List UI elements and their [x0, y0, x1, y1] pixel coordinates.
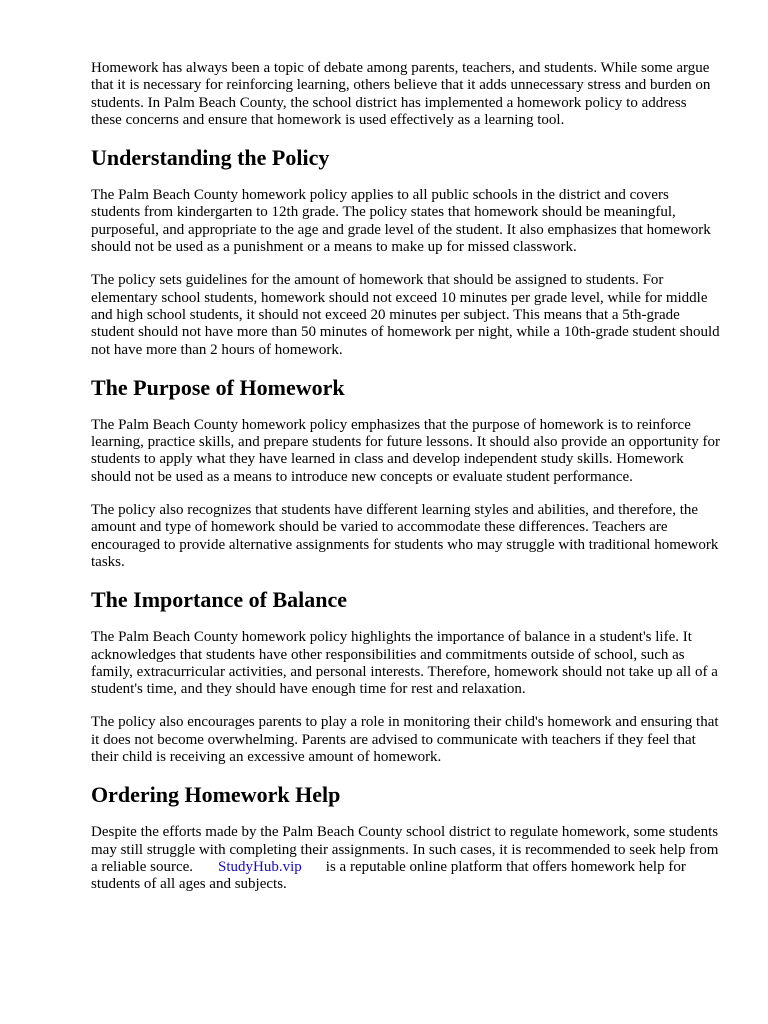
section-heading: The Importance of Balance	[91, 587, 348, 613]
section-heading: The Purpose of Homework	[91, 374, 345, 400]
section-paragraph: The Palm Beach County homework policy highlights the importance of balance in a student's life. It acknowledges that students have other responsibilities and commitments outside of school, such as family, extracurricular activities, and personal interests. Therefore, homework should not take up all of a student's time, and they should have enough time for rest and relaxation.	[91, 629, 718, 698]
intro-paragraph: Homework has always been a topic of debate among parents, teachers, and students. While some argue that it is necessary for reinforcing learning, others believe that it adds unnecessary stress and burden on students. In Palm Beach County, the school district has implemented a homework policy to address these concerns and ensure that homework is used effectively as a learning tool.	[91, 60, 711, 128]
section-paragraph: The Palm Beach County homework policy applies to all public schools in the district and covers students from kindergarten to 12th grade. The policy states that homework should be meaningful, purposeful, and appropriate to the age and grade level of the student. It also emphasizes that homework should not be used as a punishment or a means to make up for missed classwork.	[91, 187, 711, 256]
section-paragraph: The policy also encourages parents to play a role in monitoring their child's homework and ensuring that it does not become overwhelming. Parents are advised to communicate with teachers if they feel that their child is receiving an excessive amount of homework.	[91, 714, 719, 766]
section-importance-of-balance	[91, 587, 720, 766]
section-paragraph: The Palm Beach County homework policy emphasizes that the purpose of homework is to reinforce learning, practice skills, and prepare students for future lessons. It should also provide an opportunity for students to apply what they have learned in class and develop independent study skills. Homework should not be used as a means to introduce new concepts or evaluate student performance.	[91, 416, 721, 485]
section-ordering-homework-help	[91, 782, 720, 893]
section-heading: Understanding the Policy	[91, 145, 330, 171]
studyhub-link[interactable]: StudyHub.vip	[218, 858, 302, 875]
section-purpose-of-homework	[91, 375, 720, 571]
section-paragraph: The policy sets guidelines for the amount of homework that should be assigned to students. For elementary school students, homework should not exceed 10 minutes per grade level, while for middle and high school students, it should not exceed 20 minutes per subject. This means that a 5th-grade student should not have more than 50 minutes of homework per night, while a 10th-grade student should not have more than 2 hours of homework.	[91, 272, 720, 358]
section-heading: Ordering Homework Help	[91, 782, 341, 808]
closing-text-after-link: is a reputable online platform that offers homework help for students of all ages and subjects.	[91, 858, 686, 893]
section-paragraph: The policy also recognizes that students have different learning styles and abilities, and therefore, the amount and type of homework should be varied to accommodate these differences. Teachers are encouraged to provide alternative assignments for students who may struggle with traditional homework tasks.	[91, 502, 719, 570]
closing-paragraph	[91, 824, 720, 893]
section-understanding-policy	[91, 145, 720, 359]
closing-text-before-link: Despite the efforts made by the Palm Beach County school district to regulate homework, some students may still struggle with completing their assignments. In such cases, it is recommended to seek help from a reliable source.	[91, 824, 719, 875]
